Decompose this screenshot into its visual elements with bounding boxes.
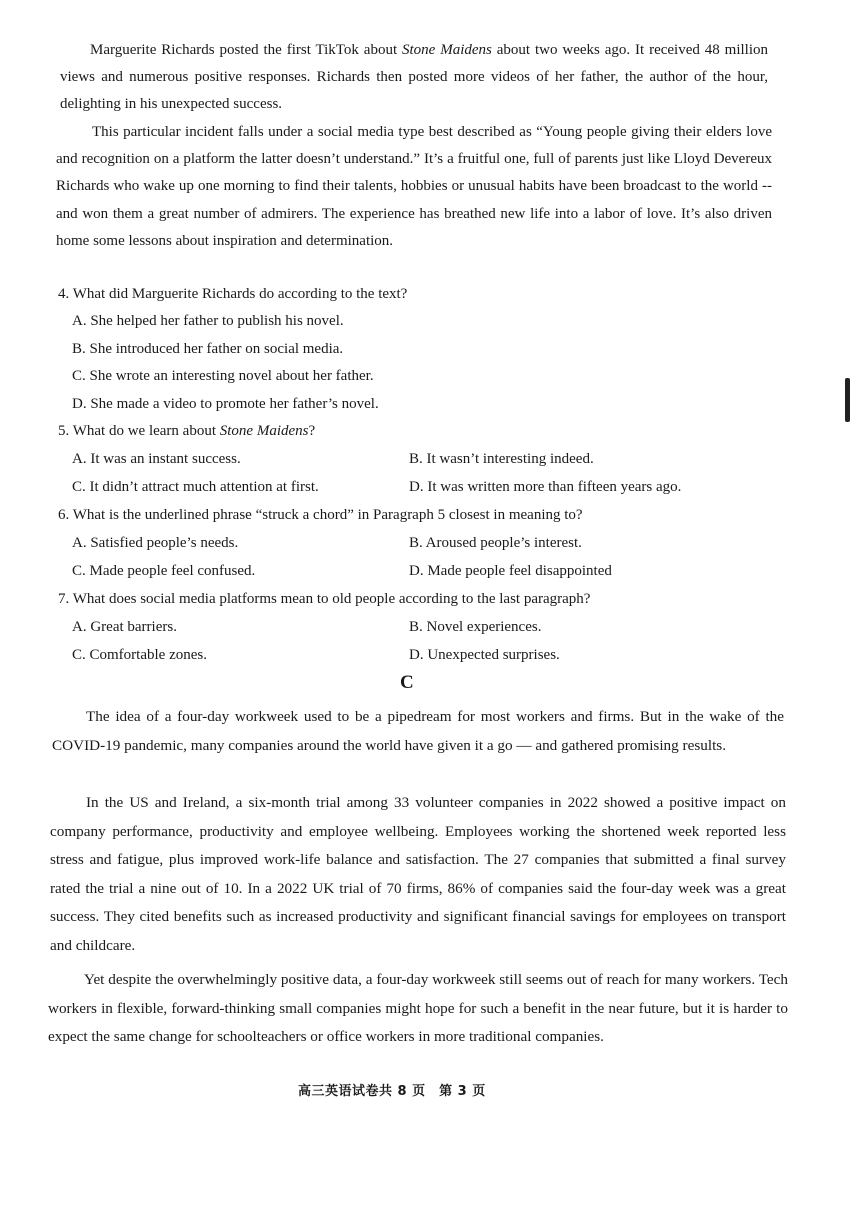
novel-title: Stone Maidens <box>219 423 309 439</box>
section-c-paragraph-2: In the US and Ireland, a six-month trial among 33 volunteer companies in 2022 showed a positive impact on company performance, productivity and employee wellbeing. Employees working the shortened week reported less stress and fatigue, plus improved work-life balance and satisfaction. The 27 companies that submitted a final survey rated the trial a nine out of 10. In a 2022 UK trial of 70 firms, 86% of companies said the four-day week was a great success. They cited benefits such as increased productivity and significant financial savings for employees on transport and childcare. <box>50 794 786 954</box>
question-7-option-a[interactable]: A. Great barriers. <box>72 619 177 635</box>
question-5-option-a[interactable]: A. It was an instant success. <box>72 451 241 467</box>
question-5-option-c[interactable]: C. It didn’t attract much attention at first. <box>72 479 319 495</box>
passage-b-last-paragraph: This particular incident falls under a social media type best described as “Young people giving their elders love and recognition on a platform the latter doesn’t understand.” It’s a fruitful one, full of parents just like Lloyd Devereux Richards who wake up one morning to find their talents, hobbies or unusual habits have been broadcast to the world -- and won them a great number of admirers. The experience has breathed new life into a labor of love. It’s also driven home some lessons about inspiration and determination. <box>56 124 772 249</box>
question-text: 5. What do we learn about <box>58 423 220 439</box>
paragraph-text: about two weeks ago. It received 48 million views and numerous positive responses. Richards then posted more videos of her father, the author of the hour, delighting in his unexpected success. <box>60 42 768 113</box>
question-6-option-c[interactable]: C. Made people feel confused. <box>72 563 256 579</box>
paragraph-text: Marguerite Richards posted the first TikTok about <box>90 42 403 58</box>
question-4-option-b[interactable]: B. She introduced her father on social media. <box>72 341 344 357</box>
section-c-paragraph-1: The idea of a four-day workweek used to be a pipedream for most workers and firms. But in the wake of the COVID-19 pandemic, many companies around the world have given it a go — and gathered promising results. <box>52 708 784 754</box>
question-5-option-b[interactable]: B. It wasn’t interesting indeed. <box>409 451 594 467</box>
section-heading: C <box>400 672 414 693</box>
question-5-stem <box>58 421 315 441</box>
question-text: ? <box>308 423 316 439</box>
passage-b-paragraph-end <box>60 37 768 119</box>
question-6-option-a[interactable]: A. Satisfied people’s needs. <box>72 535 239 551</box>
question-6-stem: 6. What is the underlined phrase “struck a chord” in Paragraph 5 closest in meaning to? <box>58 507 583 523</box>
question-7-option-b[interactable]: B. Novel experiences. <box>409 619 542 635</box>
question-7-option-d[interactable]: D. Unexpected surprises. <box>409 647 560 663</box>
question-7-stem: 7. What does social media platforms mean to old people according to the last paragraph? <box>58 591 591 607</box>
binding-mark <box>845 378 850 422</box>
question-6-option-d[interactable]: D. Made people feel disappointed <box>409 563 612 579</box>
section-c-paragraph-3: Yet despite the overwhelmingly positive data, a four-day workweek still seems out of reach for many workers. Tech workers in flexible, forward-thinking small companies might hope for such a benefit in the near future, but it is harder to expect the same change for schoolteachers or office workers in more traditional companies. <box>48 971 788 1046</box>
question-4-option-a[interactable]: A. She helped her father to publish his novel. <box>72 313 344 329</box>
question-4-stem: 4. What did Marguerite Richards do according to the text? <box>58 286 408 302</box>
novel-title: Stone Maidens <box>402 42 492 58</box>
question-4-option-d[interactable]: D. She made a video to promote her father’s novel. <box>72 396 379 412</box>
question-6-option-b[interactable]: B. Aroused people’s interest. <box>409 535 582 551</box>
page-footer: 高三英语试卷共 8 页 第 3 页 <box>298 1084 486 1099</box>
question-7-option-c[interactable]: C. Comfortable zones. <box>72 647 207 663</box>
question-4-option-c[interactable]: C. She wrote an interesting novel about her father. <box>72 368 374 384</box>
question-5-option-d[interactable]: D. It was written more than fifteen years ago. <box>409 479 682 495</box>
